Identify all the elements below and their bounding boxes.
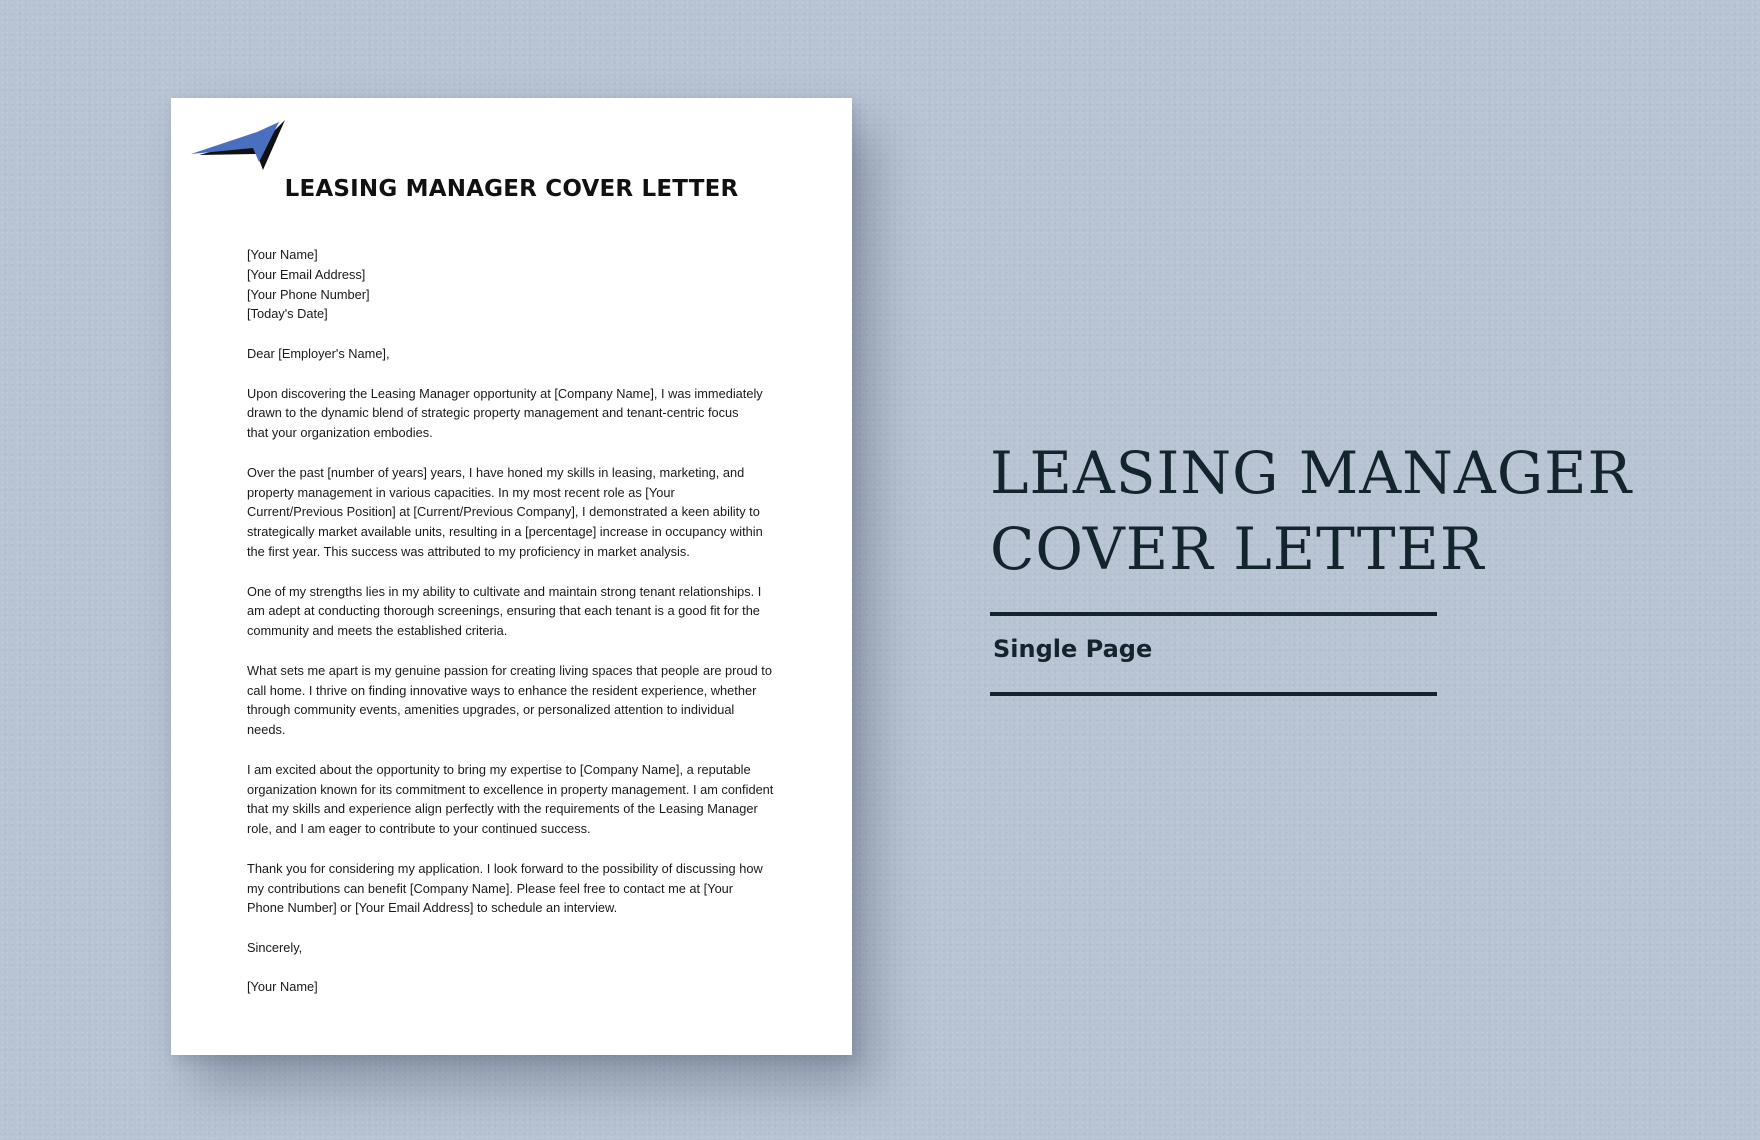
bird-logo-icon [187,120,305,176]
paragraph-line: I am excited about the opportunity to bring my expertise to [Company Name], a reputable [247,761,751,777]
paragraph-line: Current/Previous Position] at [Current/Previous Company], I demonstrated a keen ability to [247,504,760,520]
paragraph-line: What sets me apart is my genuine passion for creating living spaces that people are proud to [247,662,772,678]
sender-block [247,245,792,324]
paragraph-line: the first year. This success was attributed to my proficiency in market analysis. [247,543,690,559]
hero-title-line-1: LEASING MANAGER [990,439,1633,507]
paragraph-line: call home. I thrive on finding innovative ways to enhance the resident experience, whether [247,682,757,698]
paragraph-experience [247,463,792,562]
paragraph-line: that your organization embodies. [247,425,433,441]
hero-title-line-2: COVER LETTER [990,515,1485,583]
letter-body [247,245,792,1017]
sender-phone: [Your Phone Number] [247,286,370,302]
paragraph-line: Phone Number] or [Your Email Address] to schedule an interview. [247,900,618,916]
paragraph-thanks [247,859,792,918]
paragraph-line: am adept at conducting thorough screenings, ensuring that each tenant is a good fit for the [247,603,760,619]
paragraph-line: needs. [247,722,286,738]
paragraph-line: drawn to the dynamic blend of strategic property management and tenant-centric focus [247,405,739,421]
paragraph-intro [247,384,792,443]
sender-name: [Your Name] [247,247,318,262]
paragraph-line: Upon discovering the Leasing Manager opportunity at [Company Name], I was immediately [247,385,763,401]
divider-bottom [990,692,1437,696]
document-preview [171,98,852,1055]
hero-subtitle: Single Page [993,635,1153,663]
signature: [Your Name] [247,979,318,995]
letter-date: [Today's Date] [247,306,328,322]
paragraph-motivation [247,760,792,839]
paragraph-line: role, and I am eager to contribute to your continued success. [247,821,591,837]
paragraph-line: that my skills and experience align perfectly with the requirements of the Leasing Manager [247,801,758,817]
paragraph-line: property management in various capacities. In my most recent role as [Your [247,484,675,500]
sender-email: [Your Email Address] [247,266,366,282]
paragraph-line: strategically market available units, resulting in a [percentage] increase in occupancy within [247,524,763,540]
document-title: LEASING MANAGER COVER LETTER [284,176,739,202]
hero-title [990,435,1690,587]
paragraph-passion [247,661,792,740]
paragraph-line: my contributions can benefit [Company Name]. Please feel free to contact me at [Your [247,880,734,896]
paragraph-strengths [247,582,792,641]
paragraph-line: One of my strengths lies in my ability to cultivate and maintain strong tenant relationships. I [247,583,762,599]
paragraph-line: organization known for its commitment to excellence in property management. I am confident [247,781,774,797]
paragraph-line: through community events, amenities upgrades, or personalized attention to individual [247,702,735,718]
paragraph-line: community and meets the established criteria. [247,623,508,639]
paragraph-line: Over the past [number of years] years, I have honed my skills in leasing, marketing, and [247,464,745,480]
paragraph-line: Thank you for considering my application. I look forward to the possibility of discussing how [247,860,763,876]
divider-top [990,612,1437,616]
closing: Sincerely, [247,939,303,955]
salutation: Dear [Employer's Name], [247,345,390,361]
